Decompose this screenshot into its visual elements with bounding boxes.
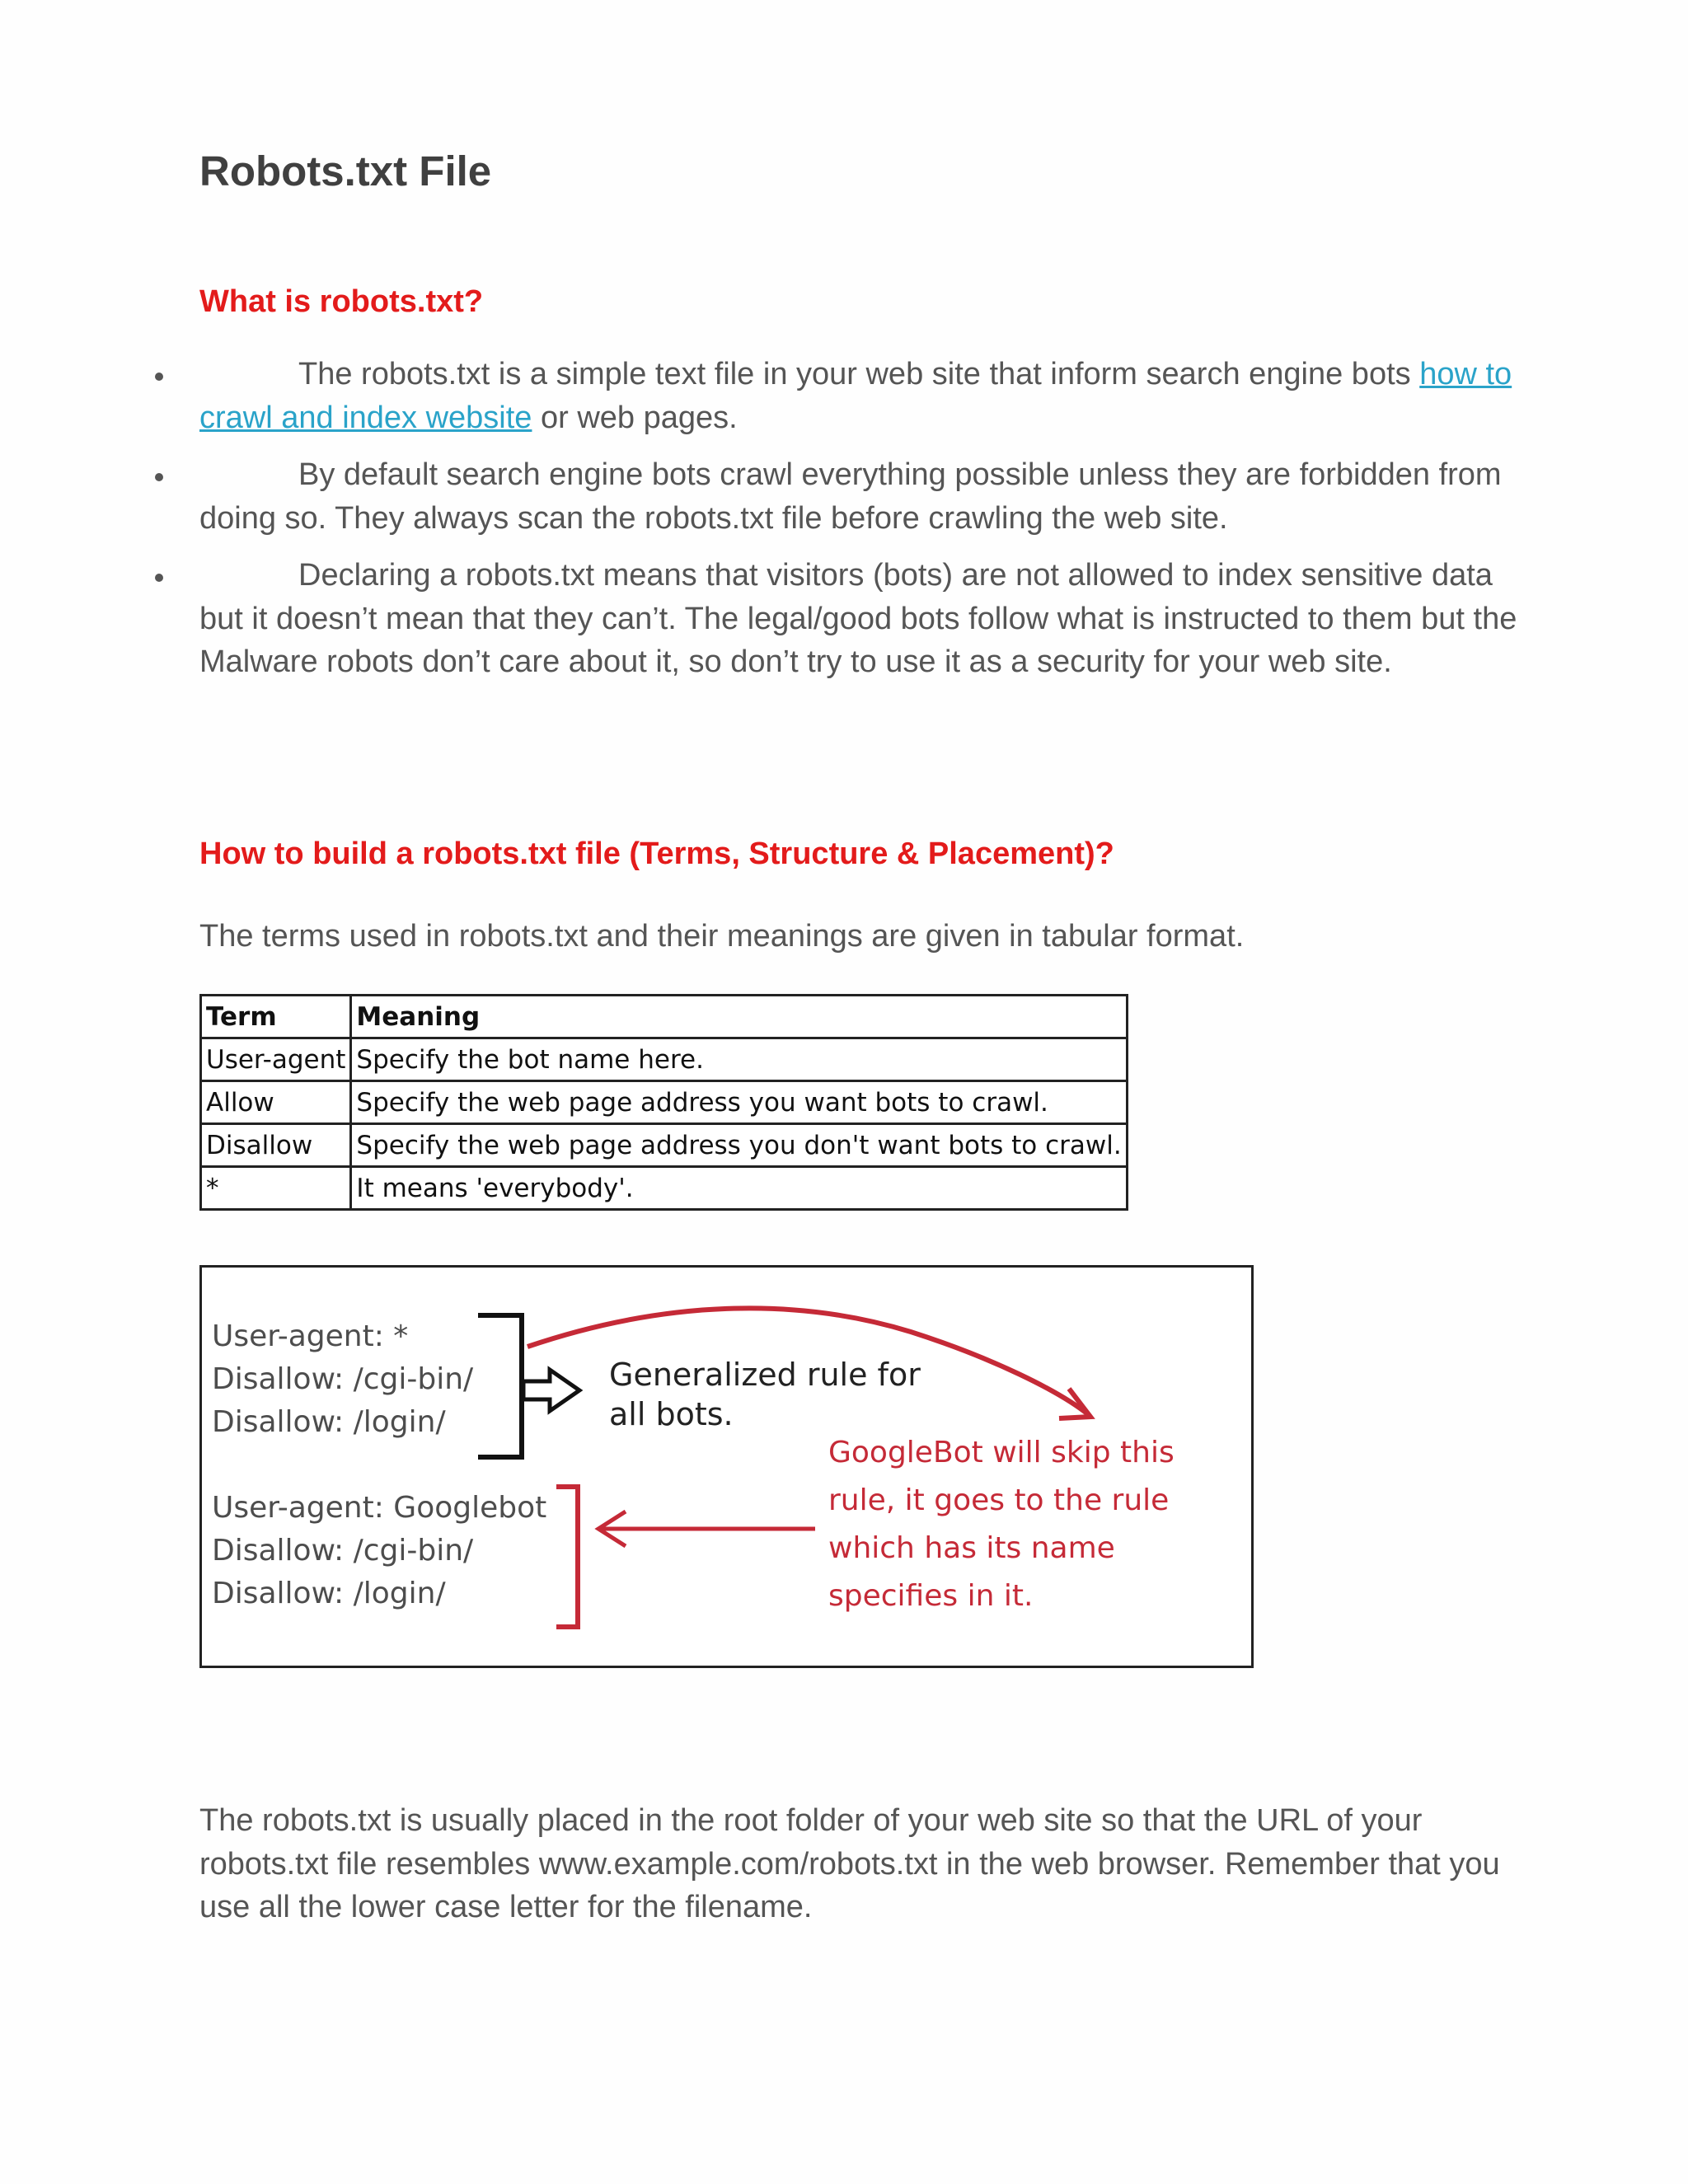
robots-structure-diagram <box>199 1265 1254 1668</box>
table-row <box>201 1081 1128 1124</box>
code-line: Disallow: /login/ <box>212 1577 446 1610</box>
note-line: all bots. <box>609 1396 734 1432</box>
table-cell-term: User-agent <box>201 1038 351 1081</box>
note-line: specifies in it. <box>828 1579 1034 1613</box>
note-line: which has its name <box>828 1531 1115 1565</box>
bracket-googlebot-icon <box>556 1487 578 1627</box>
bullet-dot <box>155 373 163 381</box>
bullet-text: Declaring a robots.txt means that visitors (bots) are not allowed to index sensitive data but it doesn’t mean that they can’t. The legal/good bots follow what is instructed to them but the Malware robots don’t care about it, so don’t try to use it as a security for your web site. <box>199 558 1517 679</box>
table-intro-text: The terms used in robots.txt and their meanings are given in tabular format. <box>199 919 1245 954</box>
table-cell-meaning: Specify the web page address you want bots to crawl. <box>351 1081 1127 1124</box>
list-item <box>199 453 1518 540</box>
bullet-dot <box>155 574 163 582</box>
table-header-meaning: Meaning <box>351 996 1127 1038</box>
table-cell-term: * <box>201 1167 351 1210</box>
note-line: rule, it goes to the rule <box>828 1483 1170 1517</box>
crawl-index-link[interactable]: how to crawl and index website <box>199 357 1512 435</box>
hollow-arrow-right-icon <box>523 1370 579 1411</box>
table-header-row <box>201 996 1128 1038</box>
terms-table <box>199 994 1128 1211</box>
code-line: Disallow: /cgi-bin/ <box>212 1534 474 1568</box>
list-item <box>199 554 1518 684</box>
table-cell-meaning: It means 'everybody'. <box>351 1167 1127 1210</box>
table-header-term: Term <box>201 996 351 1038</box>
placement-paragraph: The robots.txt is usually placed in the root folder of your web site so that the URL of your robots.txt file resembles www.example.com/robots.txt in the web browser. Remember that you use all the lower case letter for the filename. <box>199 1803 1500 1924</box>
table-cell-term: Disallow <box>201 1124 351 1167</box>
table-row <box>201 1167 1128 1210</box>
bullet-text: or web pages. <box>532 400 738 435</box>
table-cell-meaning: Specify the bot name here. <box>351 1038 1127 1081</box>
note-line: Generalized rule for <box>609 1357 921 1393</box>
table-row <box>201 1124 1128 1167</box>
table-row <box>201 1038 1128 1081</box>
code-line: User-agent: * <box>212 1319 409 1353</box>
table-cell-meaning: Specify the web page address you don't want bots to crawl. <box>351 1124 1127 1167</box>
intro-bullet-list <box>199 353 1518 698</box>
table-cell-term: Allow <box>201 1081 351 1124</box>
bullet-text: The robots.txt is a simple text file in your web site that inform search engine bots <box>298 357 1420 391</box>
general-rule-note <box>609 1355 921 1434</box>
note-line: GoogleBot will skip this <box>828 1436 1175 1469</box>
code-line: Disallow: /cgi-bin/ <box>212 1362 474 1396</box>
code-line: Disallow: /login/ <box>212 1405 446 1439</box>
page-title: Robots.txt File <box>199 148 492 194</box>
googlebot-note <box>828 1429 1224 1620</box>
bullet-text: By default search engine bots crawl everything possible unless they are forbidden from doing so. They always scan the robots.txt file before crawling the web site. <box>199 457 1502 536</box>
list-item <box>199 353 1518 439</box>
bracket-general-icon <box>478 1315 522 1457</box>
code-line: User-agent: Googlebot <box>212 1491 547 1525</box>
section-heading-what-is: What is robots.txt? <box>199 284 484 319</box>
bullet-dot <box>155 473 163 481</box>
section-heading-how-to-build: How to build a robots.txt file (Terms, Structure & Placement)? <box>199 837 1114 871</box>
